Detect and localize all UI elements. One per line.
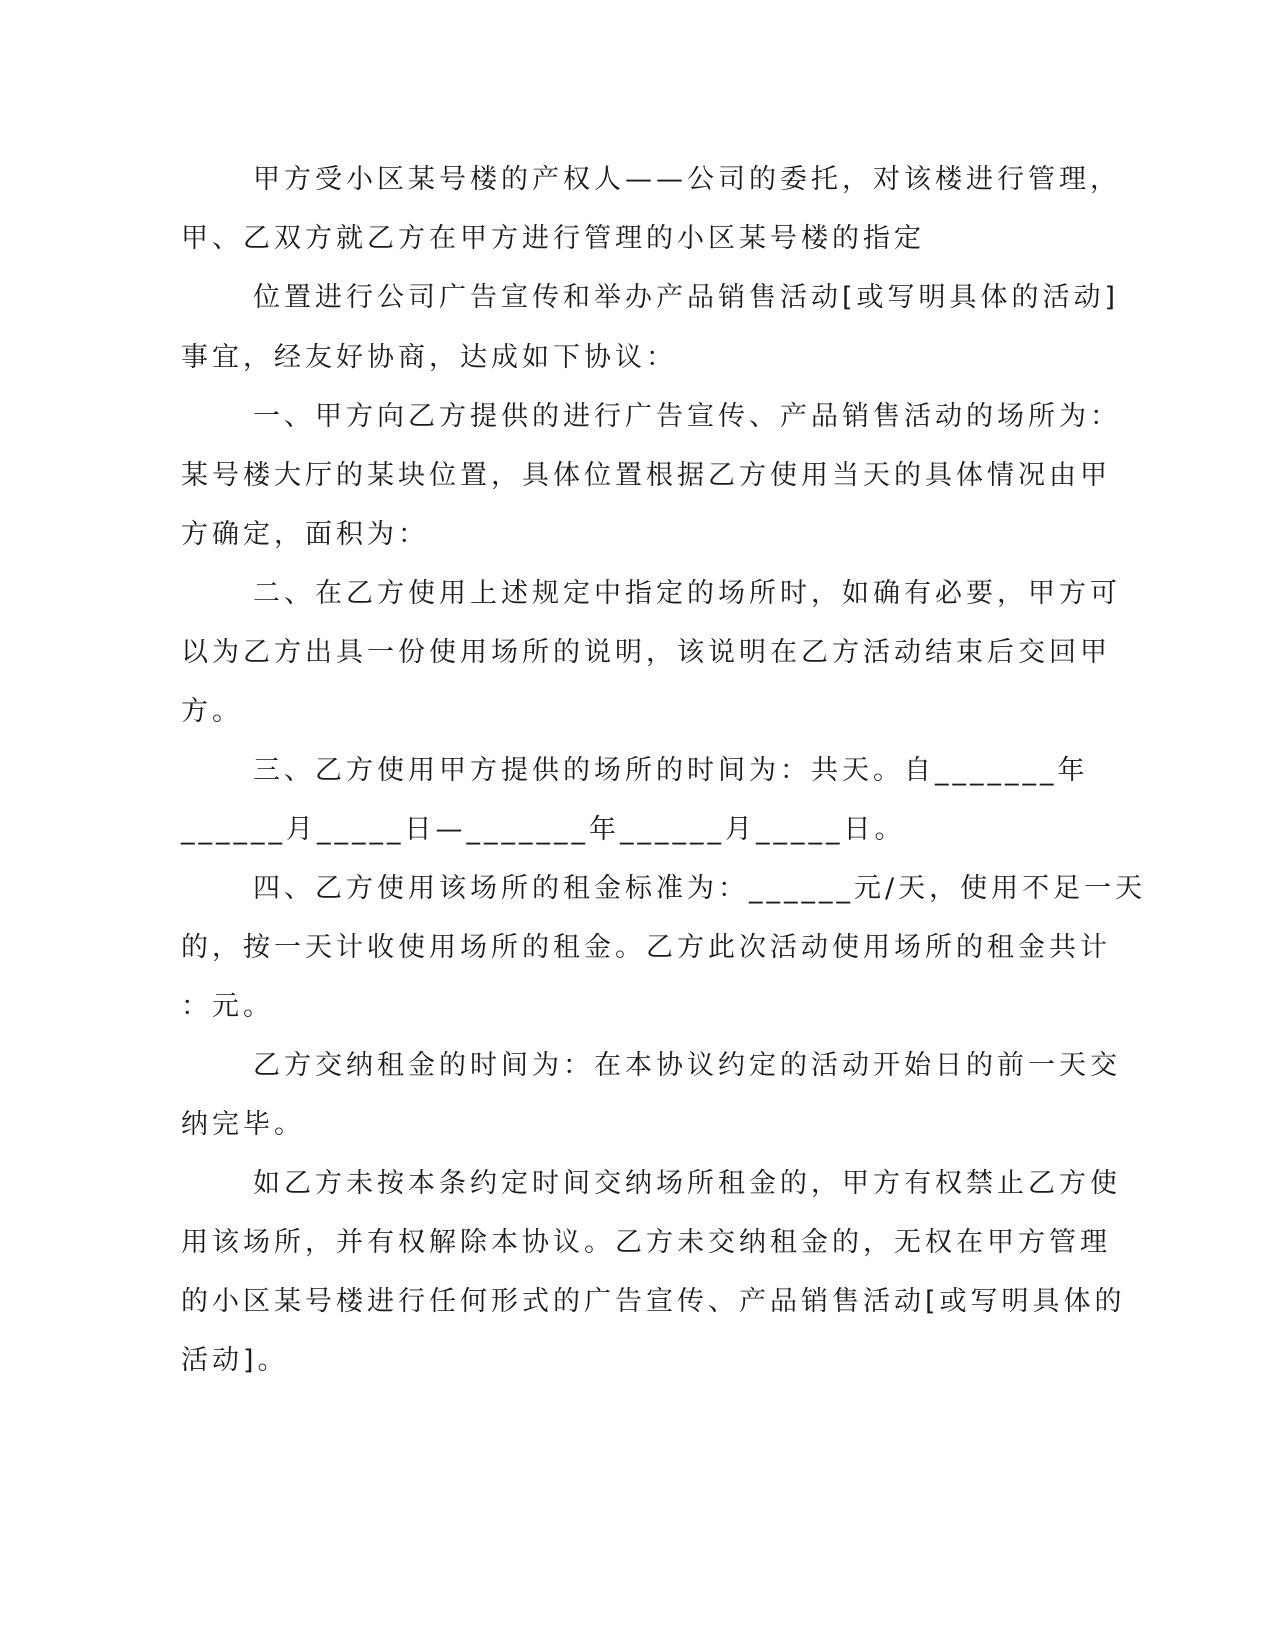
text-line: 甲方受小区某号楼的产权人——公司的委托，对该楼进行管理， — [253, 164, 1121, 195]
text-line: 以为乙方出具一份使用场所的说明，该说明在乙方活动结束后交回甲 — [181, 637, 1111, 668]
text-line: 事宜，经友好协商，达成如下协议： — [181, 342, 677, 373]
text-line: ：元。 — [181, 991, 274, 1022]
text-line: 乙方交纳租金的时间为：在本协议约定的活动开始日的前一天交 — [253, 1050, 1121, 1081]
text-line: 的小区某号楼进行任何形式的广告宣传、产品销售活动[或写明具体的 — [181, 1286, 1126, 1317]
text-line: 三、乙方使用甲方提供的场所的时间为：共天。自_______年 — [253, 755, 1089, 786]
text-line: 二、在乙方使用上述规定中指定的场所时，如确有必要，甲方可 — [253, 578, 1121, 609]
text-line: 纳完毕。 — [181, 1109, 305, 1140]
text-line: 的，按一天计收使用场所的租金。乙方此次活动使用场所的租金共计 — [181, 932, 1111, 963]
text-line: 方确定，面积为： — [181, 519, 429, 550]
text-line: 甲、乙双方就乙方在甲方进行管理的小区某号楼的指定 — [181, 223, 925, 254]
text-line: 位置进行公司广告宣传和举办产品销售活动[或写明具体的活动] — [253, 282, 1120, 313]
text-line: 活动]。 — [181, 1345, 289, 1376]
text-line: 如乙方未按本条约定时间交纳场所租金的，甲方有权禁止乙方使 — [253, 1168, 1121, 1199]
text-line: 一、甲方向乙方提供的进行广告宣传、产品销售活动的场所为： — [253, 401, 1121, 432]
text-line: 方。 — [181, 696, 243, 727]
text-line: 四、乙方使用该场所的租金标准为：______元/天，使用不足一天 — [253, 873, 1147, 904]
text-line: 某号楼大厅的某块位置，具体位置根据乙方使用当天的具体情况由甲 — [181, 460, 1111, 491]
text-line: ______月_____日—_______年______月_____日。 — [181, 814, 906, 845]
text-line: 用该场所，并有权解除本协议。乙方未交纳租金的，无权在甲方管理 — [181, 1227, 1111, 1258]
